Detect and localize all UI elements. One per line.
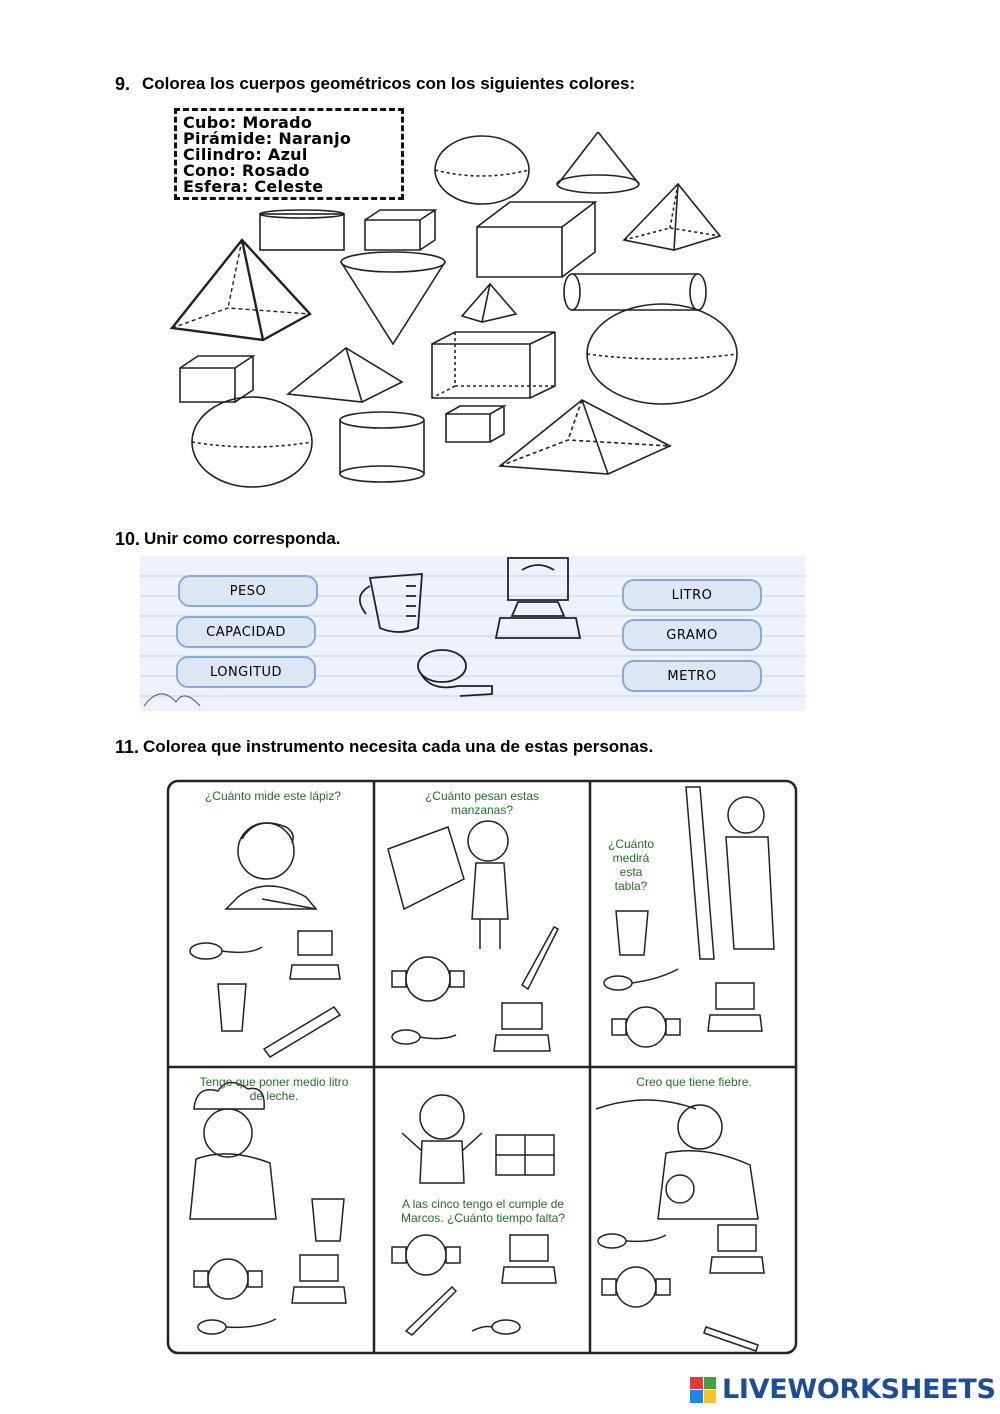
cylinder-shape[interactable] [260, 210, 344, 250]
logo-square [690, 1377, 703, 1390]
scale-icon[interactable] [494, 1003, 550, 1051]
label-capacidad[interactable]: CAPACIDAD [176, 616, 316, 648]
caption-line: medirá [612, 851, 650, 865]
question-text: Unir como corresponda. [144, 529, 341, 548]
boy-with-pencil-illustration [226, 823, 316, 909]
instruments-figure [166, 779, 798, 1359]
man-with-board-illustration [686, 787, 774, 959]
scale-icon[interactable] [502, 1235, 556, 1283]
girl-with-apples-illustration [388, 821, 508, 949]
tape-measure-icon[interactable] [472, 1320, 520, 1334]
question-text: Colorea los cuerpos geométricos con los siguientes colores: [142, 74, 636, 93]
logo-square [704, 1390, 717, 1403]
scale-icon[interactable] [710, 1225, 764, 1273]
label-longitud[interactable]: LONGITUD [176, 656, 316, 688]
pyramid-shape[interactable] [288, 348, 402, 402]
thermometer-icon[interactable] [406, 1287, 456, 1335]
cube-shape[interactable] [446, 406, 504, 442]
cube-shape[interactable] [180, 356, 253, 402]
cube-shape[interactable] [432, 332, 555, 398]
caption-panel-3 [596, 837, 666, 893]
cube-shape[interactable] [365, 210, 435, 250]
watch-icon[interactable] [612, 1007, 680, 1047]
measuring-glass-icon[interactable] [218, 984, 246, 1031]
legend-item: Cubo: Morado [183, 113, 313, 132]
caption-line: manzanas? [450, 803, 514, 817]
tape-measure-icon[interactable] [598, 1234, 666, 1248]
logo-text: LIVEWORKSHEETS [722, 1374, 996, 1405]
cylinder-shape[interactable] [340, 412, 424, 482]
legend-item: Esfera: Celeste [183, 177, 324, 196]
measuring-glass-icon[interactable] [616, 911, 648, 955]
logo-square [690, 1390, 703, 1403]
watch-icon[interactable] [194, 1259, 262, 1299]
cone-shape[interactable] [557, 132, 639, 193]
legend-item: Cono: Rosado [183, 161, 310, 180]
label-litro[interactable]: LITRO [622, 579, 762, 611]
scale-icon[interactable] [708, 983, 762, 1031]
geometric-shapes-figure [150, 102, 742, 500]
sphere-shape[interactable] [435, 136, 529, 204]
caption-line: ¿Cuánto [607, 837, 655, 851]
caption-line: Marcos. ¿Cuánto tiempo falta? [400, 1211, 566, 1225]
liveworksheets-logo[interactable] [690, 1374, 996, 1405]
caption-panel-5 [378, 1197, 588, 1225]
question-number: 10. [115, 529, 141, 549]
tape-measure-icon[interactable] [604, 969, 678, 990]
cube-shape[interactable] [477, 202, 595, 277]
measuring-jug-icon[interactable] [360, 574, 422, 632]
scale-icon[interactable] [292, 1255, 346, 1303]
question-number: 9. [115, 74, 131, 94]
question-10-heading [115, 529, 341, 550]
pyramid-shape[interactable] [624, 184, 720, 250]
logo-squares-icon [690, 1377, 716, 1403]
label-gramo[interactable]: GRAMO [622, 619, 762, 651]
boy-with-gift-illustration [402, 1095, 554, 1183]
sphere-shape[interactable] [192, 397, 312, 487]
legend-item: Pirámide: Naranjo [183, 129, 352, 148]
watch-icon[interactable] [392, 1235, 460, 1275]
logo-square [704, 1377, 717, 1390]
label-peso[interactable]: PESO [178, 575, 318, 607]
caption-panel-2 [384, 789, 580, 817]
watch-icon[interactable] [602, 1267, 670, 1307]
thermometer-icon[interactable] [704, 1327, 758, 1351]
caption-line: de leche. [249, 1089, 299, 1103]
question-11-heading [115, 737, 653, 758]
pyramid-shape[interactable] [462, 284, 516, 322]
caption-panel-6: Creo que tiene fiebre. [636, 1075, 752, 1089]
caption-line: ¿Cuánto pesan estas [424, 789, 540, 803]
tape-measure-icon[interactable] [418, 650, 492, 696]
ruler-icon[interactable] [264, 1007, 340, 1057]
measuring-glass-icon[interactable] [312, 1199, 344, 1241]
pyramid-shape[interactable] [172, 240, 310, 340]
question-number: 11. [115, 737, 140, 757]
sphere-shape[interactable] [587, 304, 737, 404]
caption-line: A las cinco tengo el cumple de [401, 1197, 565, 1211]
caption-panel-1: ¿Cuánto mide este lápiz? [204, 789, 342, 803]
caption-line: esta [619, 865, 643, 879]
cylinder-shape[interactable] [564, 274, 706, 310]
question-9-heading [115, 74, 635, 95]
caption-line: Tengo que poner medio litro [199, 1075, 349, 1089]
tape-measure-icon[interactable] [198, 1319, 276, 1334]
tape-measure-icon[interactable] [190, 943, 262, 959]
thermometer-icon[interactable] [522, 927, 558, 989]
label-metro[interactable]: METRO [622, 660, 762, 692]
mother-with-child-illustration [596, 1100, 758, 1219]
cone-shape[interactable] [341, 252, 445, 344]
pyramid-shape[interactable] [500, 400, 670, 474]
scale-icon[interactable] [290, 931, 340, 979]
scale-icon[interactable] [496, 558, 580, 638]
caption-panel-4 [176, 1075, 372, 1103]
watch-icon[interactable] [392, 957, 464, 1001]
question-text: Colorea que instrumento necesita cada una de estas personas. [143, 737, 654, 756]
caption-line: tabla? [614, 879, 648, 893]
legend-item: Cilindro: Azul [183, 145, 308, 164]
tape-measure-icon[interactable] [392, 1030, 456, 1044]
matching-figure [140, 556, 805, 711]
